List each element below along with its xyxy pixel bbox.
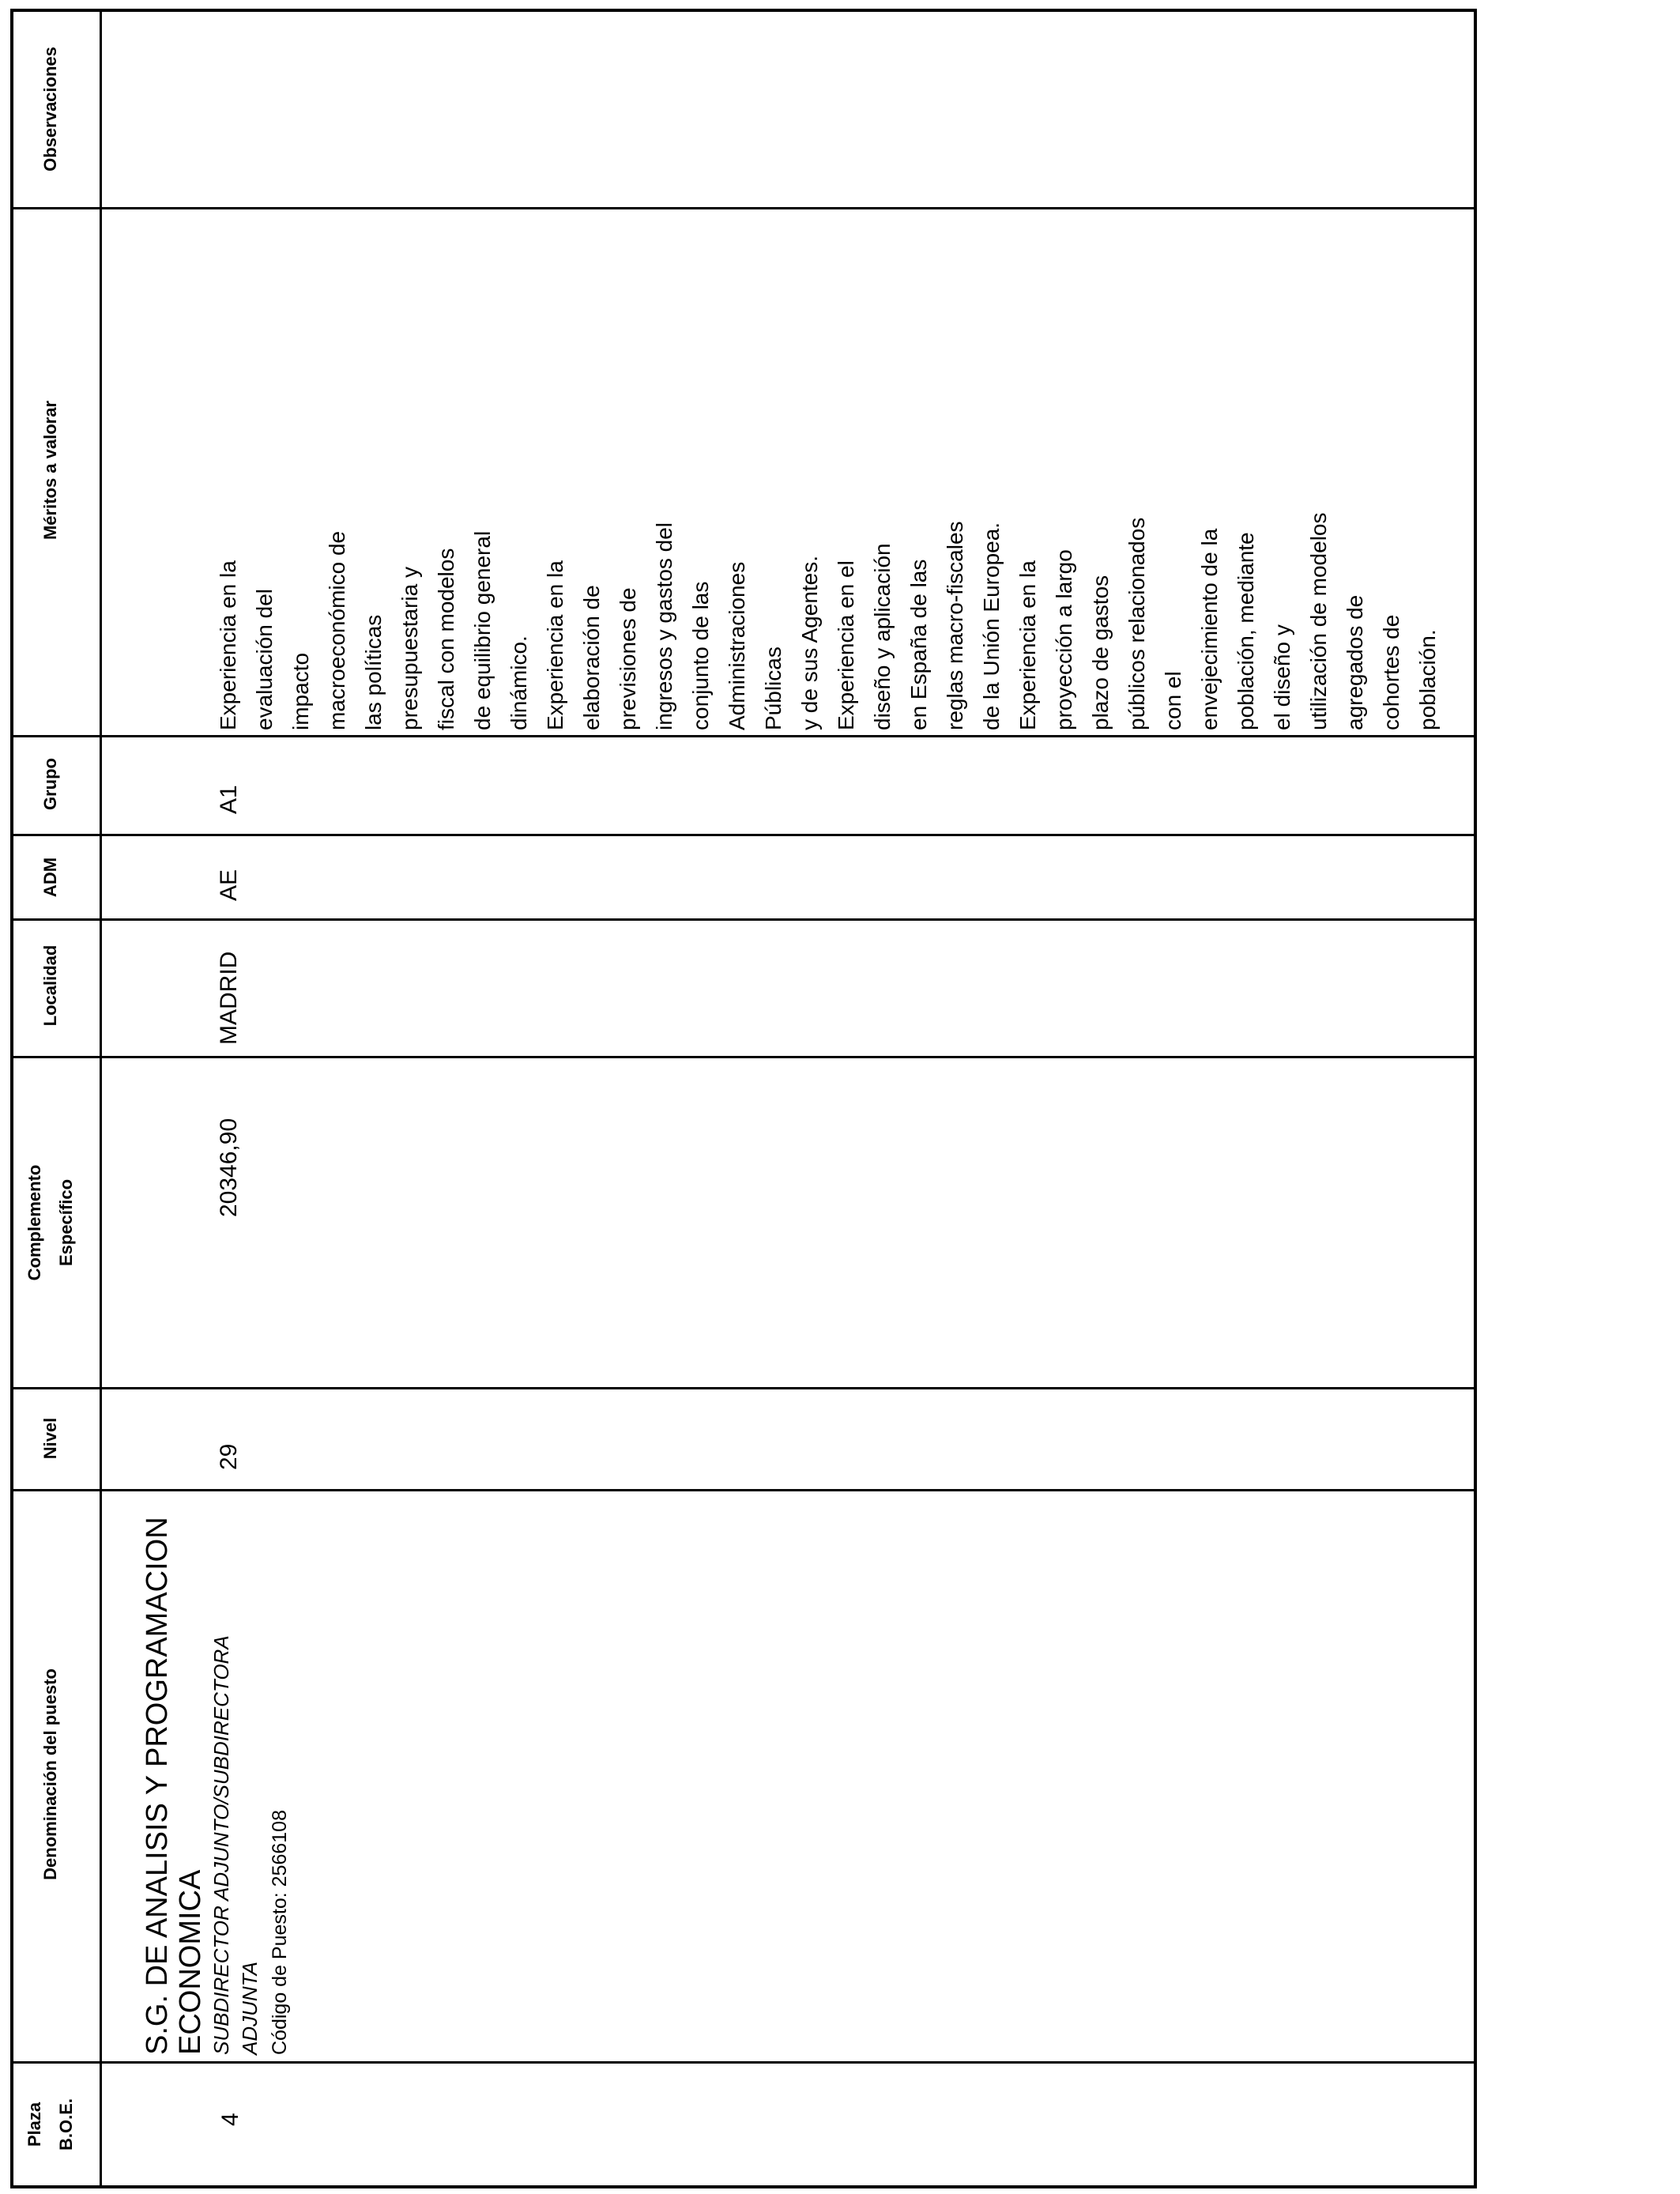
meritos-line: elaboración de bbox=[579, 585, 604, 730]
cell-complemento: 20346,90 bbox=[216, 1118, 242, 1217]
meritos-line: macroeconómico de bbox=[325, 530, 349, 730]
meritos-line: presupuestaria y bbox=[397, 566, 422, 730]
meritos-line: envejecimiento de la bbox=[1197, 528, 1222, 730]
cell-denominacion bbox=[141, 1502, 296, 2055]
meritos-line: Experiencia en el bbox=[834, 560, 858, 730]
col-divider-nivel bbox=[10, 1489, 1477, 1491]
meritos-line: en España de las bbox=[906, 559, 931, 730]
meritos-line: proyección a largo bbox=[1052, 549, 1076, 730]
cell-plaza: 4 bbox=[217, 2113, 243, 2126]
cell-localidad: MADRID bbox=[216, 951, 242, 1045]
meritos-line: conjunto de las bbox=[688, 581, 713, 730]
header-complemento: Complemento Específico bbox=[24, 1164, 76, 1281]
unidad-line-1: S.G. DE ANALISIS Y PROGRAMACION bbox=[141, 1517, 174, 2055]
col-divider-meritos bbox=[10, 735, 1477, 737]
cell-nivel: 29 bbox=[216, 1443, 242, 1470]
header-meritos: Méritos a valorar bbox=[40, 400, 60, 541]
meritos-line: las políticas bbox=[361, 614, 386, 730]
meritos-line: Experiencia en la bbox=[216, 560, 240, 730]
meritos-line: el diseño y bbox=[1270, 624, 1294, 730]
meritos-line: de la Unión Europea. bbox=[979, 522, 1004, 730]
meritos-line: plazo de gastos bbox=[1088, 575, 1113, 730]
cell-meritos bbox=[210, 513, 1446, 731]
header-plaza: Plaza B.O.E. bbox=[24, 2098, 76, 2151]
meritos-line: Administraciones bbox=[725, 561, 749, 730]
meritos-line: Públicas bbox=[761, 647, 785, 730]
header-divider bbox=[100, 9, 102, 2188]
cell-grupo: A1 bbox=[216, 785, 242, 814]
header-localidad: Localidad bbox=[40, 944, 60, 1027]
meritos-line: cohortes de bbox=[1379, 614, 1403, 730]
meritos-line: y de sus Agentes. bbox=[797, 555, 822, 730]
meritos-line: población, mediante bbox=[1234, 532, 1258, 730]
header-observaciones: Observaciones bbox=[40, 47, 60, 172]
meritos-line: fiscal con modelos bbox=[434, 548, 458, 730]
meritos-line: previsiones de bbox=[616, 587, 640, 730]
puesto-line-2: ADJUNTA bbox=[238, 1962, 262, 2055]
col-divider-grupo bbox=[10, 834, 1477, 836]
cell-adm: AE bbox=[216, 869, 242, 901]
meritos-line: evaluación del bbox=[252, 588, 277, 730]
col-divider-observaciones bbox=[10, 207, 1477, 209]
meritos-line: reglas macro-fiscales bbox=[943, 521, 967, 730]
meritos-line: diseño y aplicación bbox=[870, 543, 895, 730]
header-nivel: Nivel bbox=[40, 1417, 60, 1460]
meritos-line: públicos relacionados bbox=[1124, 517, 1149, 730]
meritos-line: dinámico. bbox=[507, 635, 531, 730]
meritos-line: población. bbox=[1415, 629, 1440, 730]
col-divider-complemento bbox=[10, 1387, 1477, 1389]
col-divider-denominacion bbox=[10, 2061, 1477, 2064]
header-denominacion: Denominación del puesto bbox=[40, 1668, 60, 1880]
meritos-line: impacto bbox=[288, 652, 313, 730]
puesto-line-1: SUBDIRECTOR ADJUNTO/SUBDIRECTORA bbox=[209, 1635, 233, 2055]
codigo-puesto: Código de Puesto: 2566108 bbox=[269, 1810, 291, 2055]
meritos-line: ingresos y gastos del bbox=[652, 522, 676, 730]
header-adm: ADM bbox=[40, 857, 60, 898]
meritos-line: de equilibrio general bbox=[470, 530, 495, 730]
meritos-line: Experiencia en la bbox=[543, 560, 567, 730]
meritos-line: Experiencia en la bbox=[1015, 560, 1040, 730]
meritos-line: agregados de bbox=[1343, 594, 1367, 730]
unidad-line-2: ECONOMICA bbox=[174, 1869, 207, 2055]
header-grupo: Grupo bbox=[40, 758, 60, 810]
meritos-line: utilización de modelos bbox=[1306, 512, 1331, 730]
meritos-line: con el bbox=[1161, 671, 1185, 730]
col-divider-localidad bbox=[10, 1056, 1477, 1058]
col-divider-adm bbox=[10, 918, 1477, 921]
